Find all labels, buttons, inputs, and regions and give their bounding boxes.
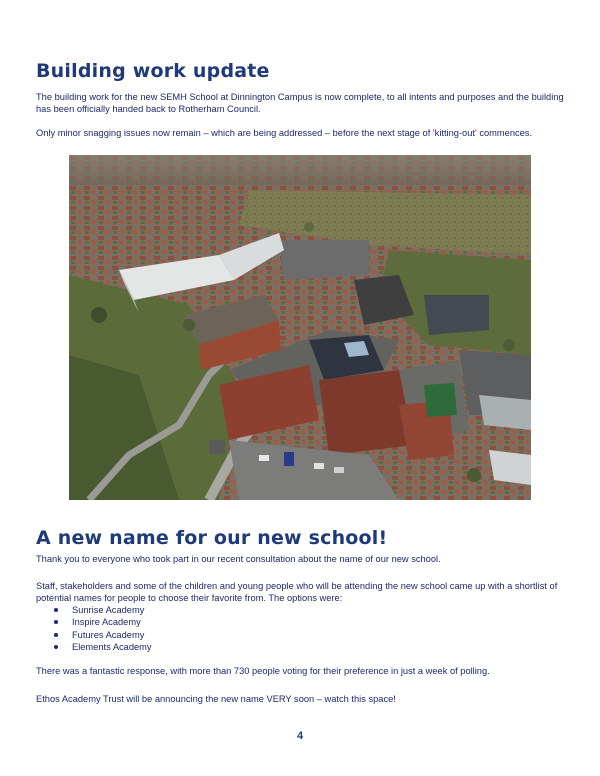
list-item: Inspire Academy (52, 616, 152, 628)
bullet-icon (54, 645, 58, 649)
name-options-list (52, 604, 152, 654)
bullet-icon (54, 620, 58, 624)
building-update-paragraph-1: The building work for the new SEMH School at Dinnington Campus is now complete, to all intents and purposes and the building has been officially handed back to Rotherham Council. (36, 92, 564, 114)
building-update-paragraph-2: Only minor snagging issues now remain – which are being addressed – before the next stage of 'kitting-out' commences. (36, 128, 533, 138)
bullet-icon (54, 633, 58, 637)
aerial-campus-photo (69, 155, 531, 500)
list-item: Sunrise Academy (52, 604, 152, 616)
new-name-paragraph-4: Ethos Academy Trust will be announcing the new name VERY soon – watch this space! (36, 694, 396, 704)
list-item: Futures Academy (52, 629, 152, 641)
list-item: Elements Academy (52, 641, 152, 653)
new-name-paragraph-1: Thank you to everyone who took part in our recent consultation about the name of our new school. (36, 554, 441, 564)
page-number: 4 (296, 730, 304, 742)
new-name-paragraph-3: There was a fantastic response, with more than 730 people voting for their preference in just a week of polling. (36, 666, 490, 676)
new-name-paragraph-2: Staff, stakeholders and some of the children and young people who will be attending the new school came up with a shortlist of potential names for people to choose their favorite from. The options were: (36, 581, 558, 603)
building-update-heading: Building work update (36, 60, 270, 82)
bullet-icon (54, 608, 58, 612)
new-name-heading: A new name for our new school! (36, 527, 388, 549)
